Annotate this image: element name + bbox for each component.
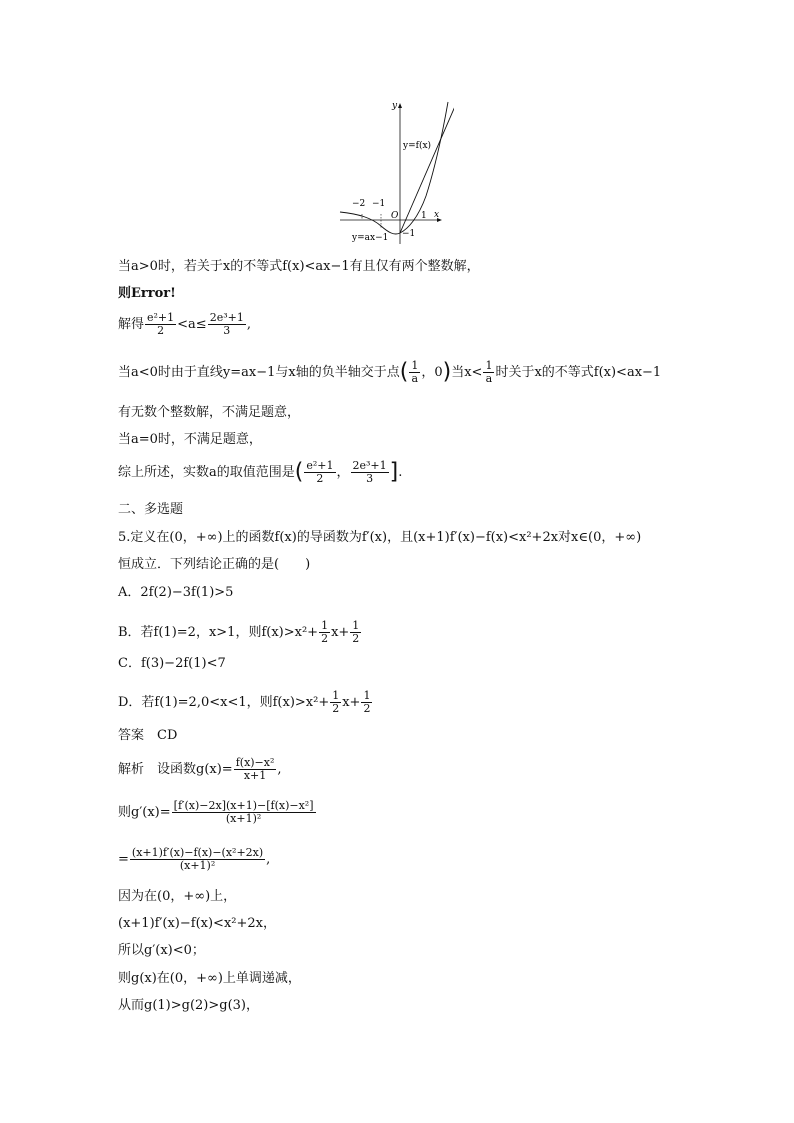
- reason-line-2: (x+1)f′(x)−f(x)<x²+2x，: [118, 916, 276, 931]
- neg-a-mid2: 当x<: [451, 365, 483, 380]
- reason-line-1: 因为在(0，+∞)上，: [118, 889, 237, 904]
- solution-line-1: [118, 757, 282, 782]
- solve-suffix: ,: [246, 317, 251, 332]
- fraction-denominator: a: [485, 372, 493, 385]
- y-axis-label: y: [392, 101, 398, 111]
- fraction-1-over-2: [319, 620, 330, 645]
- solve-prefix: 解得: [118, 317, 145, 332]
- fraction-denominator: 3: [366, 472, 374, 485]
- conclusion-suffix: .: [398, 465, 403, 480]
- conclusion-prefix: 综上所述，实数a的取值范围是: [118, 465, 295, 480]
- neg-a-suffix: 时关于x的不等式f(x)<ax−1: [495, 365, 662, 380]
- option-b: [118, 620, 362, 645]
- fraction-1-over-2: [350, 620, 361, 645]
- fraction-numerator: 2e³+1: [352, 459, 387, 472]
- fraction-denominator: a: [411, 372, 419, 385]
- fraction-numerator: 1: [363, 689, 371, 702]
- text-line-1: 当a>0时，若关于x的不等式f(x)<ax−1有且仅有两个整数解，: [118, 259, 480, 274]
- reason-line-3: 所以g′(x)<0；: [118, 943, 205, 958]
- fraction-g-definition: [234, 757, 277, 782]
- text-line-a-zero: 当a=0时，不满足题意，: [118, 432, 262, 447]
- fraction-1-over-2: [330, 690, 341, 715]
- fraction-2e3-plus-1-over-3: [351, 460, 389, 485]
- line-ax-minus-1: [400, 104, 454, 233]
- fraction-2e3-plus-1-over-3: [208, 312, 246, 337]
- fraction-denominator: 2: [332, 702, 340, 715]
- question-5-line-2: 恒成立．下列结论正确的是( ): [118, 557, 311, 572]
- text-line-solve: [118, 312, 251, 337]
- fraction-numerator: 1: [321, 619, 329, 632]
- text-line-conclusion: [118, 460, 402, 485]
- fraction-denominator: 2: [321, 632, 329, 645]
- fraction-numerator: 2e³+1: [209, 311, 244, 324]
- fraction-derivative-simplified: [130, 847, 265, 872]
- fraction-denominator: 2: [352, 632, 360, 645]
- fraction-e2-plus-1-over-2: [145, 312, 176, 337]
- neg-a-prefix: 当a<0时由于直线y=ax−1与x轴的负半轴交于点: [118, 365, 400, 380]
- x-axis-label: x: [434, 210, 440, 220]
- derivative-line-1: [118, 800, 317, 825]
- fraction-denominator: (x+1)²: [225, 812, 262, 825]
- curve-label: y=f(x): [403, 141, 432, 151]
- fraction-derivative: [172, 800, 316, 825]
- option-a: A．2f(2)−3f(1)>5: [118, 585, 234, 600]
- option-d-mid: x+: [342, 695, 361, 710]
- option-b-mid: x+: [331, 625, 350, 640]
- fraction-numerator: f(x)−x²: [235, 756, 275, 769]
- function-graph: [334, 96, 454, 246]
- derivative-suffix: ,: [266, 852, 271, 867]
- tick-neg1: −1: [372, 199, 386, 209]
- derivative-prefix: 则g′(x)=: [118, 805, 171, 820]
- bracket-close: ]: [389, 459, 399, 485]
- reason-line-5: 从而g(1)>g(2)>g(3)，: [118, 998, 259, 1013]
- fraction-1-over-2: [361, 690, 372, 715]
- fraction-denominator: 2: [157, 324, 165, 337]
- reason-line-4: 则g(x)在(0，+∞)上单调递减，: [118, 971, 301, 986]
- bracket-open: (: [294, 459, 304, 485]
- tick-neg2: −2: [352, 199, 366, 209]
- solution-prefix: 解析 设函数g(x)=: [118, 762, 233, 777]
- derivative-equals: =: [118, 852, 129, 867]
- fraction-denominator: x+1: [243, 769, 267, 782]
- derivative-line-2: [118, 847, 270, 872]
- fraction-denominator: 2: [363, 702, 371, 715]
- fraction-1-over-a: [409, 360, 420, 385]
- option-c: C．f(3)−2f(1)<7: [118, 656, 226, 671]
- fraction-numerator: e²+1: [306, 459, 334, 472]
- fraction-1-over-a-2: [483, 360, 494, 385]
- line-label: y=ax−1: [352, 233, 389, 243]
- fraction-numerator: 1: [485, 359, 493, 372]
- origin-label: O: [391, 211, 399, 221]
- fraction-denominator: 3: [223, 324, 231, 337]
- question-5-line-1: 5.定义在(0，+∞)上的函数f(x)的导函数为f′(x)，且(x+1)f′(x)−f(x)<x²+2x对x∈(0，+∞): [118, 530, 642, 545]
- answer-line: 答案 CD: [118, 728, 178, 743]
- fraction-numerator: 1: [352, 619, 360, 632]
- option-d: [118, 690, 373, 715]
- y-axis-arrow: [398, 103, 402, 108]
- fraction-e2-plus-1-over-2: [304, 460, 335, 485]
- conclusion-separator: ，: [336, 465, 350, 480]
- text-line-error: 则Error!: [118, 286, 176, 301]
- tick-y-neg1: −1: [402, 229, 416, 239]
- option-d-prefix: D．若f(1)=2,0<x<1，则f(x)>x²+: [118, 695, 330, 710]
- neg-a-mid: ，0: [421, 365, 443, 380]
- text-line-negative-a: [118, 360, 661, 385]
- fraction-denominator: (x+1)²: [179, 859, 216, 872]
- fraction-numerator: 1: [411, 359, 419, 372]
- paren-close: ): [442, 359, 452, 385]
- text-line-infinite: 有无数个整数解，不满足题意，: [118, 405, 301, 420]
- fraction-numerator: 1: [332, 689, 340, 702]
- solve-middle: <a≤: [177, 317, 207, 332]
- paren-open: (: [399, 359, 409, 385]
- fraction-numerator: (x+1)f′(x)−f(x)−(x²+2x): [131, 846, 264, 859]
- section-heading: 二、多选题: [118, 502, 184, 517]
- option-b-prefix: B．若f(1)=2，x>1，则f(x)>x²+: [118, 625, 319, 640]
- solution-suffix: ,: [277, 762, 282, 777]
- fraction-numerator: e²+1: [147, 311, 175, 324]
- fraction-numerator: [f′(x)−2x](x+1)−[f(x)−x²]: [173, 799, 314, 812]
- fraction-denominator: 2: [316, 472, 324, 485]
- tick-1: 1: [421, 211, 427, 221]
